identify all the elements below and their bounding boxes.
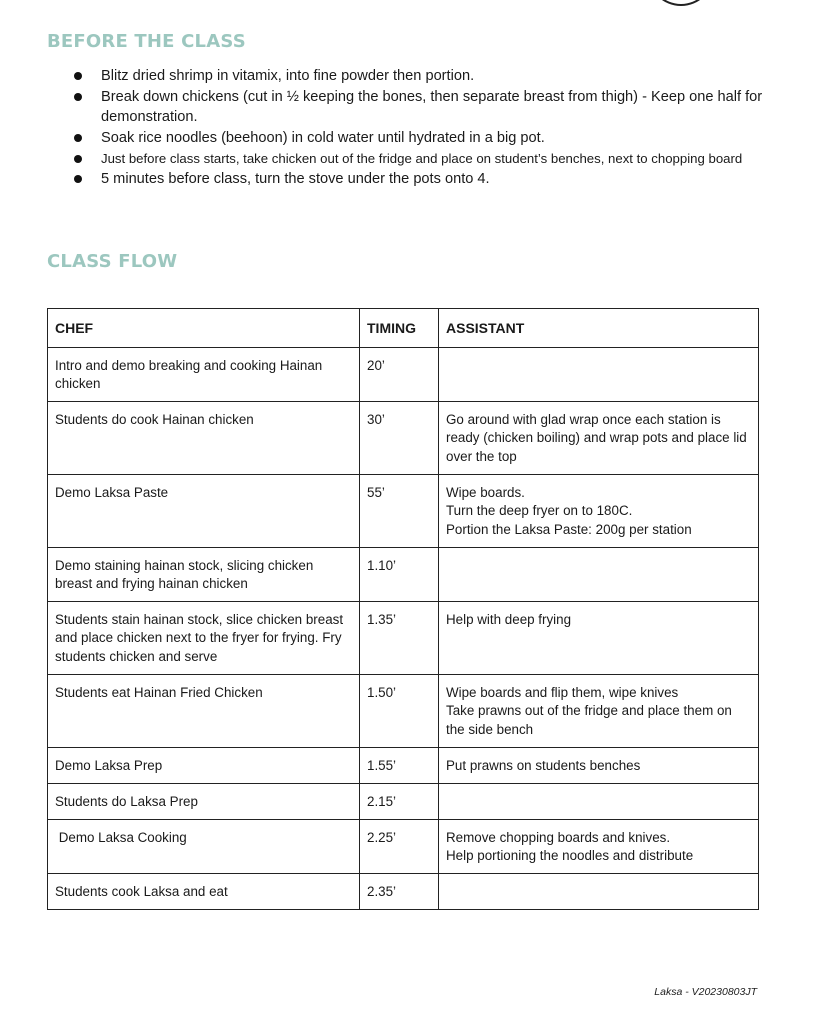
logo-mark [648, 0, 714, 6]
timing-cell: 2.35’ [360, 873, 439, 909]
assistant-line: Go around with glad wrap once each station is ready (chicken boiling) and wrap pots and place lid over the top [446, 411, 747, 464]
assistant-cell [439, 601, 759, 674]
table-header-row [48, 309, 759, 348]
class-flow-heading: CLASS FLOW [47, 251, 178, 272]
class-flow-table [47, 308, 759, 910]
table-row [48, 347, 759, 401]
assistant-cell [439, 674, 759, 747]
list-item-text: Break down chickens (cut in ½ keeping the bones, then separate breast from thigh) - Keep one half for demonstration. [101, 89, 763, 125]
assistant-cell [439, 819, 759, 873]
chef-cell: Intro and demo breaking and cooking Hainan chicken [48, 347, 360, 401]
assistant-line: Remove chopping boards and knives. [446, 829, 671, 845]
chef-cell: Students eat Hainan Fried Chicken [48, 674, 360, 747]
table-row [48, 674, 759, 747]
bullet-icon [74, 134, 82, 142]
bullet-icon [74, 175, 82, 183]
list-item [73, 169, 763, 189]
list-item [73, 128, 763, 148]
list-item-text: Soak rice noodles (beehoon) in cold water until hydrated in a big pot. [101, 130, 545, 146]
table-row [48, 401, 759, 474]
list-item-text: Just before class starts, take chicken out of the fridge and place on student’s benches, next to chopping board [101, 151, 743, 166]
table-row [48, 873, 759, 909]
table-row [48, 783, 759, 819]
table-row [48, 819, 759, 873]
list-item-text: 5 minutes before class, turn the stove under the pots onto 4. [101, 171, 490, 187]
chef-cell: Demo Laksa Prep [48, 747, 360, 783]
assistant-line: Help with deep frying [446, 611, 572, 627]
timing-cell: 1.10’ [360, 547, 439, 601]
assistant-line: Help portioning the noodles and distribute [446, 848, 694, 863]
column-header-assistant: ASSISTANT [439, 309, 759, 348]
chef-cell: Demo Laksa Paste [48, 474, 360, 547]
assistant-cell [439, 547, 759, 601]
assistant-line: Put prawns on students benches [446, 757, 641, 773]
before-class-list [73, 66, 763, 190]
assistant-cell [439, 401, 759, 474]
chef-cell: Students stain hainan stock, slice chicken breast and place chicken next to the fryer for frying. Fry students chicken and serve [48, 601, 360, 674]
assistant-cell [439, 873, 759, 909]
chef-cell: Demo staining hainan stock, slicing chicken breast and frying hainan chicken [48, 547, 360, 601]
bullet-icon [74, 72, 82, 80]
chef-cell: Students cook Laksa and eat [48, 873, 360, 909]
timing-cell: 20’ [360, 347, 439, 401]
timing-cell: 2.25’ [360, 819, 439, 873]
list-item [73, 66, 763, 86]
bullet-icon [74, 93, 82, 101]
assistant-cell [439, 347, 759, 401]
table-row [48, 474, 759, 547]
assistant-line: Wipe boards and flip them, wipe knives [446, 684, 679, 700]
assistant-cell [439, 747, 759, 783]
timing-cell: 55’ [360, 474, 439, 547]
list-item [73, 149, 763, 168]
list-item-text: Blitz dried shrimp in vitamix, into fine powder then portion. [101, 68, 475, 84]
assistant-line: Wipe boards. [446, 484, 525, 500]
timing-cell: 1.50’ [360, 674, 439, 747]
table-row [48, 601, 759, 674]
before-class-heading: BEFORE THE CLASS [47, 31, 246, 52]
assistant-cell [439, 783, 759, 819]
timing-cell: 1.55’ [360, 747, 439, 783]
column-header-timing: TIMING [360, 309, 439, 348]
chef-cell: Students do cook Hainan chicken [48, 401, 360, 474]
table-row [48, 747, 759, 783]
chef-cell: Demo Laksa Cooking [48, 819, 360, 873]
timing-cell: 2.15’ [360, 783, 439, 819]
table-row [48, 547, 759, 601]
chef-cell: Students do Laksa Prep [48, 783, 360, 819]
assistant-line: Portion the Laksa Paste: 200g per station [446, 521, 692, 537]
assistant-cell [439, 474, 759, 547]
document-version-footer: Laksa - V20230803JT [654, 986, 757, 998]
assistant-line: Turn the deep fryer on to 180C. [446, 503, 633, 518]
timing-cell: 30’ [360, 401, 439, 474]
timing-cell: 1.35’ [360, 601, 439, 674]
column-header-chef: CHEF [48, 309, 360, 348]
list-item [73, 87, 763, 127]
bullet-icon [74, 155, 82, 163]
assistant-line: Take prawns out of the fridge and place them on the side bench [446, 703, 732, 737]
